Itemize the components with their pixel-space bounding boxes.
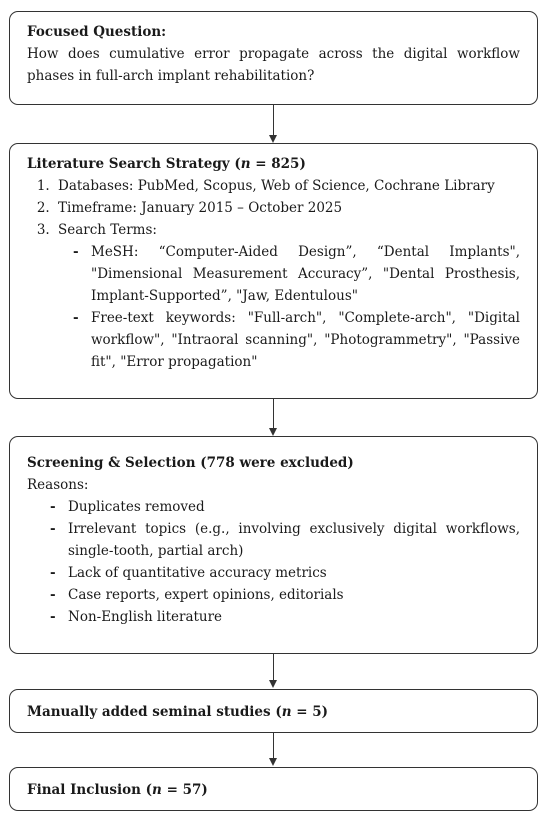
focused-question-box [9,11,538,105]
focused-question-title: Focused Question: [27,24,167,40]
screening-title: Screening & Selection (778 were excluded) [27,455,354,471]
reason-case-reports: - Case reports, expert opinions, editorials [50,584,520,606]
reason-irrelevant-topics: - Irrelevant topics (e.g., involving exclusively digital workflows, single-tooth, partial arch) [50,518,520,562]
screening-reasons-list [27,496,520,628]
search-strategy-box [9,143,538,399]
final-inclusion-title: Final Inclusion (n = 57) [27,782,208,798]
search-item-timeframe: 2. Timeframe: January 2015 – October 2025 [54,197,520,219]
search-strategy-title: Literature Search Strategy (n = 825) [27,156,306,172]
search-item-terms: 3. Search Terms: [54,219,520,241]
reason-lack-metrics: - Lack of quantitative accuracy metrics [50,562,520,584]
search-item-databases: 1. Databases: PubMed, Scopus, Web of Science, Cochrane Library [54,175,520,197]
manual-studies-title: Manually added seminal studies (n = 5) [27,704,329,720]
search-strategy-list [27,175,520,241]
reason-non-english: - Non-English literature [50,606,520,628]
search-terms-list [27,241,520,373]
screening-reasons-label: Reasons: [27,477,89,493]
reason-duplicates: - Duplicates removed [50,496,520,518]
search-term-freetext: - Free-text keywords: "Full-arch", "Complete-arch", "Digital workflow", "Intraoral scanning", "Photogrammetry", "Passive fit", "Error propagation" [73,307,520,373]
manual-studies-box [9,689,538,733]
screening-box [9,436,538,654]
search-term-mesh: - MeSH: “Computer-Aided Design”, “Dental Implants", "Dimensional Measurement Accuracy”, "Dental Prosthesis, Implant-Supported”, "Jaw, Edentulous" [73,241,520,307]
focused-question-text: How does cumulative error propagate across the digital workflow phases in full-arch implant rehabilitation? [27,46,520,84]
final-inclusion-box [9,767,538,811]
